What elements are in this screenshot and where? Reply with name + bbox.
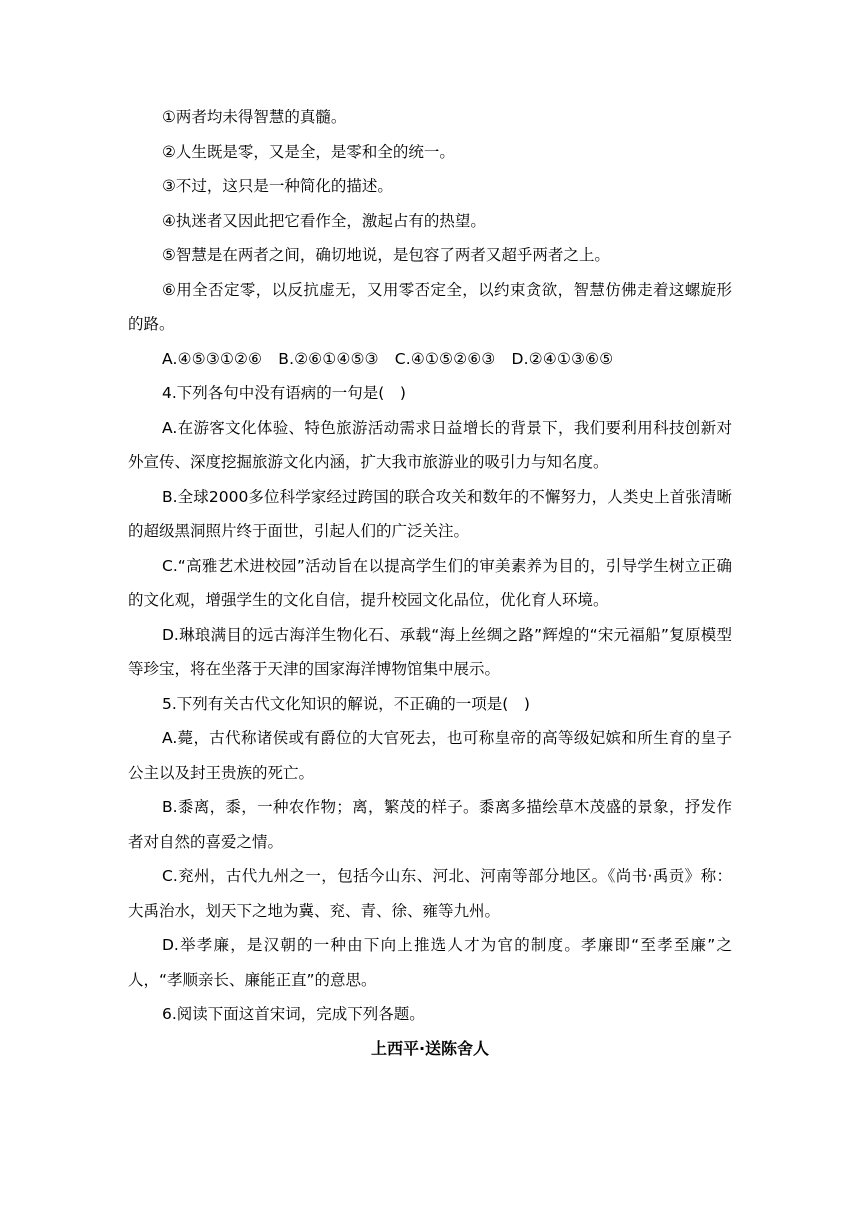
q3-option-d: D.②④①③⑥⑤ [511,349,614,368]
q3-option-a: A.④⑤③①②⑥ [162,349,263,368]
q5-option-c: C.兖州，古代九州之一，包括今山东、河北、河南等部分地区。《尚书·禹贡》称：大禹治水，划天下之地为冀、兖、青、徐、雍等九州。 [128,867,732,920]
q3-option-c: C.④①⑤②⑥③ [394,349,496,368]
poem-title: 上西平·送陈舍人 [370,1038,490,1058]
q4-option-b: B.全球2000多位科学家经过跨国的联合攻关和数年的不懈努力，人类史上首张清晰的超级黑洞照片终于面世，引起人们的广泛关注。 [128,487,732,540]
sentence-1: ①两者均未得智慧的真髓。 [162,108,347,126]
q4-option-a: A.在游客文化体验、特色旅游活动需求日益增长的背景下，我们要利用科技创新对外宣传、深度挖掘旅游文化内涵，扩大我市旅游业的吸引力与知名度。 [128,418,732,471]
q5-option-d: D.举孝廉，是汉朝的一种由下向上推选人才为官的制度。孝廉即“至孝至廉”之人，“孝顺亲长、廉能正直”的意思。 [128,936,732,989]
document-body [128,100,732,1066]
sentence-4: ④执迷者又因此把它看作全，激起占有的热望。 [162,211,486,230]
q6-stem: 6.阅读下面这首宋词，完成下列各题。 [162,1005,425,1023]
q3-option-b: B.②⑥①④⑤③ [278,349,379,368]
sentence-6: ⑥用全否定零，以反抗虚无，又用零否定全，以约束贪欲，智慧仿佛走着这螺旋形的路。 [128,280,732,333]
sentence-3: ③不过，这只是一种简化的描述。 [162,177,393,195]
q4-option-d: D.琳琅满目的远古海洋生物化石、承载“海上丝绸之路”辉煌的“宋元福船”复原模型等珍宝，将在坐落于天津的国家海洋博物馆集中展示。 [128,625,732,678]
sentence-5: ⑤智慧是在两者之间，确切地说，是包容了两者又超乎两者之上。 [162,246,610,264]
q5-option-a: A.薨，古代称诸侯或有爵位的大官死去，也可称皇帝的高等级妃嫔和所生育的皇子公主以及封王贵族的死亡。 [128,729,732,782]
q4-stem: 4.下列各句中没有语病的一句是( ) [162,384,406,402]
q3-options [128,342,732,377]
q5-option-b: B.黍离，黍，一种农作物；离，繁茂的样子。黍离多描绘草木茂盛的景象，抒发作者对自然的喜爱之情。 [128,798,732,851]
q5-stem: 5.下列有关古代文化知识的解说，不正确的一项是( ) [162,694,530,713]
sentence-2: ②人生既是零，又是全，是零和全的统一。 [162,142,455,161]
q4-option-c: C.“高雅艺术进校园”活动旨在以提高学生们的审美素养为目的，引导学生树立正确的文化观，增强学生的文化自信，提升校园文化品位，优化育人环境。 [128,556,732,609]
